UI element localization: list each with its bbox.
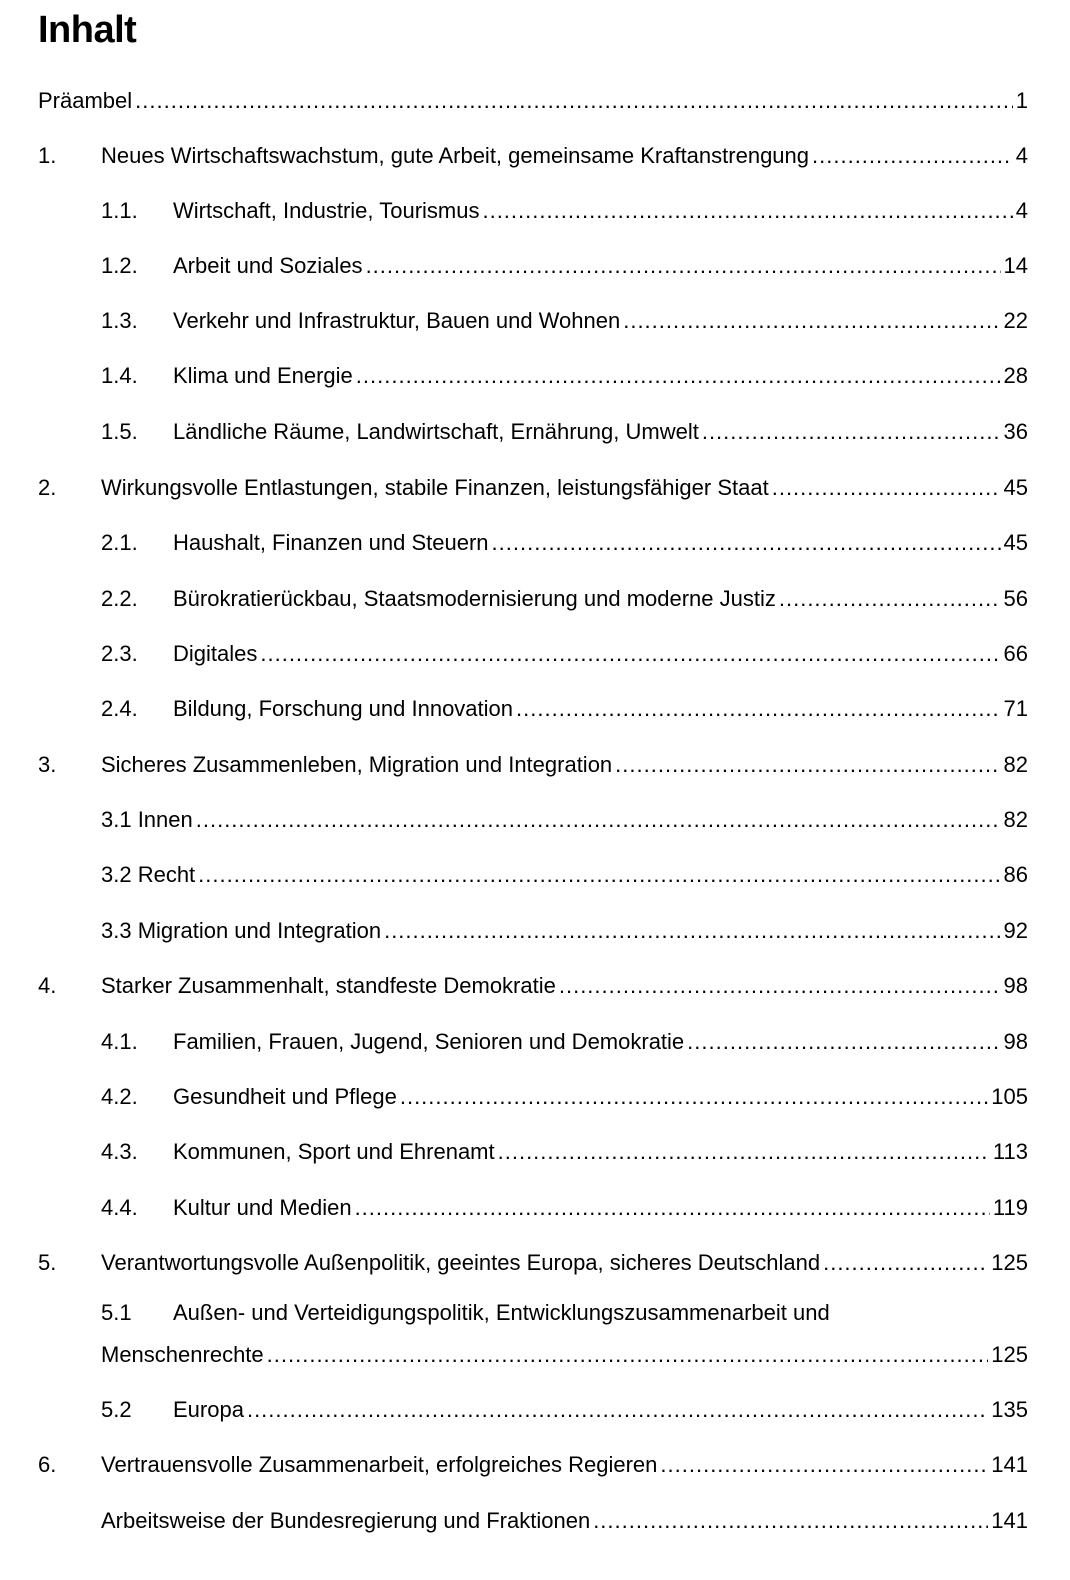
toc-entry-number: 4.4. [101,1195,138,1220]
toc-entry-number: 1.1. [101,198,138,223]
toc-entry-number: 2.2. [101,586,138,611]
toc-entry[interactable] [38,141,1028,171]
toc-entry[interactable] [38,361,1028,391]
toc-entry[interactable] [38,196,1028,226]
toc-entry-title: Kommunen, Sport und Ehrenamt [173,1139,495,1164]
toc-entry-number: 2. [38,475,57,500]
dot-leader [355,1193,990,1223]
toc-entry-title: Arbeitsweise der Bundesregierung und Fraktionen [101,1508,591,1533]
toc-entry[interactable] [38,1450,1028,1480]
toc-entry[interactable] [38,86,1028,116]
dot-leader [356,361,1001,391]
dot-leader [772,473,1001,503]
toc-entry-number: 2.4. [101,696,138,721]
toc-entry-page-number: 119 [992,1195,1028,1220]
toc-entry-page-number: 56 [1003,586,1028,611]
toc-entry-number: 4.3. [101,1139,138,1164]
dot-leader [498,1137,990,1167]
toc-entry-title: Außen- und Verteidigungspolitik, Entwicklungszusammenarbeit und [173,1300,830,1325]
toc-entry-page-number: 86 [1003,862,1028,887]
toc-entry[interactable] [38,694,1028,724]
toc-entry-title: 3.3 Migration und Integration [101,918,382,943]
toc-entry[interactable] [38,805,1028,835]
toc-entry[interactable] [38,860,1028,890]
toc-entry-title: 3.1 Innen [101,807,193,832]
dot-leader [623,306,1000,336]
dot-leader [516,694,1001,724]
toc-entry-page-number: 105 [991,1084,1028,1109]
toc-entry-page-number: 141 [991,1508,1028,1533]
dot-leader [267,1340,989,1370]
toc-entry-title: Europa [173,1397,244,1422]
toc-entry-page-number: 66 [1003,641,1028,666]
toc-entry-title: Neues Wirtschaftswachstum, gute Arbeit, gemeinsame Kraftanstrengung [101,143,810,168]
toc-entry-number: 3. [38,752,57,777]
toc-entry-title: Starker Zusammenhalt, standfeste Demokratie [101,973,556,998]
toc-entry-page-number: 4 [1015,143,1028,168]
toc-entry-number: 2.3. [101,641,138,666]
toc-entry-page-number: 135 [991,1397,1028,1422]
toc-entry-page-number: 125 [991,1250,1028,1275]
toc-entry-page-number: 22 [1003,308,1028,333]
dot-leader [687,1027,1000,1057]
toc-entry-page-number: 141 [991,1452,1028,1477]
toc-entry[interactable] [38,473,1028,503]
toc-entry-page-number: 82 [1003,752,1028,777]
dot-leader [660,1450,988,1480]
dot-leader [559,971,1001,1001]
dot-leader [492,528,1001,558]
toc-entry[interactable] [38,306,1028,336]
toc-entry-number: 5.1 [101,1300,132,1325]
toc-entry[interactable] [38,1248,1028,1278]
toc-entry-number: 2.1. [101,530,138,555]
toc-entry-page-number: 1 [1015,88,1028,113]
dot-leader [593,1506,988,1536]
dot-leader [260,639,1000,669]
toc-entry-title: Familien, Frauen, Jugend, Senioren und Demokratie [173,1029,685,1054]
toc-entry-page-number: 71 [1003,696,1028,721]
toc-entry[interactable] [38,1506,1028,1536]
toc-entry-title: Bildung, Forschung und Innovation [173,696,514,721]
toc-entry-page-number: 14 [1003,253,1028,278]
dot-leader [384,916,1000,946]
toc-entry-title: Bürokratierückbau, Staatsmodernisierung und moderne Justiz [173,586,776,611]
dot-leader [366,251,1001,281]
toc-entry-title: Gesundheit und Pflege [173,1084,397,1109]
toc-entry-page-number: 45 [1003,530,1028,555]
toc-entry-title: Präambel [38,88,133,113]
toc-entry[interactable] [38,584,1028,614]
toc-entry-number: 5. [38,1250,57,1275]
toc-entry-title: Kultur und Medien [173,1195,352,1220]
toc-entry-page-number: 98 [1003,1029,1028,1054]
toc-entry-page-number: 28 [1003,363,1028,388]
toc-entry[interactable] [38,1137,1028,1167]
toc-entry-number: 4. [38,973,57,998]
toc-entry[interactable] [38,916,1028,946]
dot-leader [247,1395,988,1425]
toc-entry-number: 4.1. [101,1029,138,1054]
toc-entry[interactable] [38,1298,1028,1388]
toc-entry[interactable] [38,417,1028,447]
toc-entry-number: 1.5. [101,419,138,444]
toc-entry-title: Arbeit und Soziales [173,253,363,278]
toc-entry-title: 3.2 Recht [101,862,196,887]
dot-leader [702,417,1001,447]
toc-entry-number: 1.2. [101,253,138,278]
toc-entry-title-continued: Menschenrechte [101,1342,264,1367]
toc-entry-number: 1.3. [101,308,138,333]
toc-entry[interactable] [38,1193,1028,1223]
toc-entry-number: 4.2. [101,1084,138,1109]
toc-entry-title: Verkehr und Infrastruktur, Bauen und Wohnen [173,308,621,333]
dot-leader [779,584,1001,614]
dot-leader [400,1082,988,1112]
toc-entry-page-number: 36 [1003,419,1028,444]
toc-entry[interactable] [38,639,1028,669]
toc-entry-page-number: 4 [1015,198,1028,223]
toc-entry-title: Verantwortungsvolle Außenpolitik, geeintes Europa, sicheres Deutschland [101,1250,821,1275]
toc-entry-page-number: 92 [1003,918,1028,943]
toc-entry-title: Wirtschaft, Industrie, Tourismus [173,198,480,223]
toc-entry[interactable] [38,750,1028,780]
toc-entry-page-number: 125 [991,1342,1028,1367]
toc-entry-title: Sicheres Zusammenleben, Migration und Integration [101,752,613,777]
toc-entry-title: Wirkungsvolle Entlastungen, stabile Finanzen, leistungsfähiger Staat [101,475,769,500]
toc-entry-title: Klima und Energie [173,363,353,388]
dot-leader [198,860,1000,890]
toc-entry-number: 6. [38,1452,57,1477]
dot-leader [196,805,1001,835]
dot-leader [615,750,1000,780]
dot-leader [135,86,1013,116]
toc-entry-page-number: 45 [1003,475,1028,500]
toc-entry[interactable] [38,1395,1028,1425]
dot-leader [812,141,1013,171]
toc-entry-number: 5.2 [101,1397,132,1422]
toc-entry[interactable] [38,251,1028,281]
toc-entry-number: 1. [38,143,57,168]
toc-entry-title: Ländliche Räume, Landwirtschaft, Ernährung, Umwelt [173,419,699,444]
toc-entry-page-number: 113 [992,1139,1028,1164]
toc-entry-page-number: 82 [1003,807,1028,832]
page-title: Inhalt [38,9,137,51]
toc-entry[interactable] [38,1027,1028,1057]
toc-entry-page-number: 98 [1003,973,1028,998]
toc-entry-title: Digitales [173,641,258,666]
toc-entry[interactable] [38,971,1028,1001]
dot-leader [823,1248,988,1278]
toc-entry[interactable] [38,528,1028,558]
toc-entry-number: 1.4. [101,363,138,388]
toc-entry-title: Vertrauensvolle Zusammenarbeit, erfolgreiches Regieren [101,1452,658,1477]
toc-entry[interactable] [38,1082,1028,1112]
toc-entry-title: Haushalt, Finanzen und Steuern [173,530,489,555]
dot-leader [482,196,1012,226]
